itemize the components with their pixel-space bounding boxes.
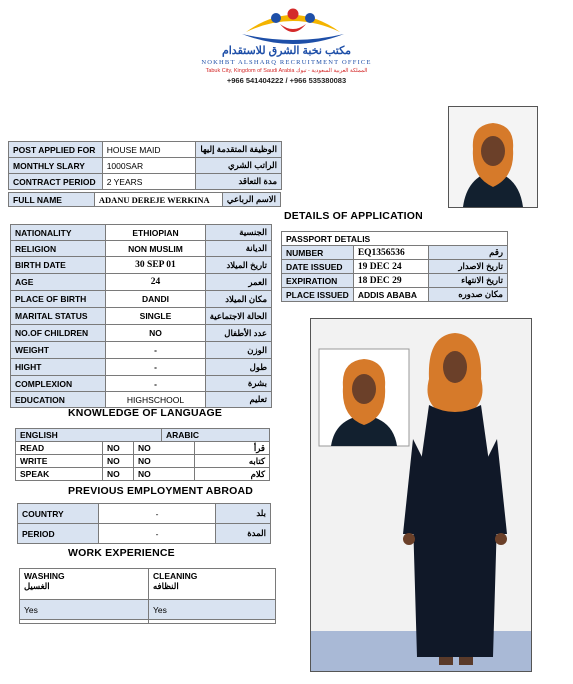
date-issued-value: 19 DEC 24	[353, 260, 428, 274]
table-row	[282, 246, 508, 260]
birth-place-value: DANDI	[106, 291, 205, 308]
marital-status-value: SINGLE	[106, 308, 205, 325]
children-value: NO	[106, 325, 205, 342]
speak-label: SPEAK	[16, 468, 103, 481]
write-arabic-value: NO	[134, 455, 195, 468]
employment-table	[17, 503, 271, 544]
work-experience-heading: WORK EXPERIENCE	[68, 547, 175, 559]
age-label: AGE	[11, 274, 106, 291]
place-issued-value: ADDIS ABABA	[353, 288, 428, 302]
country-value: -	[99, 504, 216, 524]
post-applied-ar: الوظيفة المتقدمة إليها	[196, 142, 282, 158]
place-issued-ar: مكان صدوره	[428, 288, 507, 302]
table-row	[11, 392, 272, 408]
table-row	[11, 274, 272, 291]
place-issued-label: PLACE ISSUED	[282, 288, 354, 302]
table-row	[9, 174, 282, 190]
write-label: WRITE	[16, 455, 103, 468]
employment-heading: PREVIOUS EMPLOYMENT ABROAD	[68, 485, 254, 497]
company-name-en: NOKHBT ALSHARQ RECRUITMENT OFFICE	[201, 59, 372, 66]
speak-ar: كلام	[194, 468, 269, 481]
height-label: HIGHT	[11, 359, 106, 376]
table-row	[282, 288, 508, 302]
cleaning-value: Yes	[149, 600, 276, 620]
contract-period-value: 2 YEARS	[102, 174, 196, 190]
post-applied-label: POST APPLIED FOR	[9, 142, 103, 158]
table-row	[18, 524, 271, 544]
complexion-value: -	[106, 376, 205, 392]
period-ar: المدة	[216, 524, 271, 544]
full-name-value: ADANU DEREJE WERKINA	[94, 193, 222, 207]
washing-value: Yes	[20, 600, 149, 620]
washing-label-ar: الغسيل	[24, 581, 50, 591]
table-row	[20, 600, 276, 620]
read-arabic-value: NO	[134, 442, 195, 455]
marital-status-ar: الحالة الاجتماعية	[205, 308, 271, 325]
post-applied-value: HOUSE MAID	[102, 142, 196, 158]
expiration-ar: تاريخ الانتهاء	[428, 274, 507, 288]
table-row	[11, 241, 272, 257]
table-row	[282, 274, 508, 288]
table-row	[11, 342, 272, 359]
complexion-ar: بشرة	[205, 376, 271, 392]
education-value: HIGHSCHOOL	[106, 392, 205, 408]
religion-label: RELIGION	[11, 241, 106, 257]
read-english-value: NO	[103, 442, 134, 455]
table-row	[20, 569, 276, 600]
cleaning-label: CLEANING	[153, 571, 198, 581]
age-ar: العمر	[205, 274, 271, 291]
table-row	[11, 291, 272, 308]
weight-label: WEIGHT	[11, 342, 106, 359]
language-table	[15, 428, 270, 481]
weight-ar: الوزن	[205, 342, 271, 359]
table-row	[16, 468, 270, 481]
religion-ar: الديانة	[205, 241, 271, 257]
passport-title: PASSPORT DETALIS	[282, 232, 508, 246]
table-row	[16, 429, 270, 442]
salary-label: MONTHLY SLARY	[9, 158, 103, 174]
full-name-ar: الاسم الرباعي	[222, 193, 280, 207]
passport-details-table	[281, 231, 508, 302]
date-issued-ar: تاريخ الاصدار	[428, 260, 507, 274]
company-address: Tabuk City, Kingdom of Saudi Arabia المملكة العربية السعودية - تبوك	[205, 68, 368, 74]
table-row	[282, 260, 508, 274]
applicant-portrait-top	[448, 106, 538, 208]
read-label: READ	[16, 442, 103, 455]
salary-value: 1000SAR	[102, 158, 196, 174]
personal-details-table	[10, 224, 272, 408]
passport-number-value: EQ1356536	[353, 246, 428, 260]
cleaning-label-ar: النظافه	[153, 581, 179, 591]
job-details-table	[8, 141, 282, 190]
birth-date-ar: تاريخ الميلاد	[205, 257, 271, 274]
salary-ar: الراتب الشري	[196, 158, 282, 174]
birth-place-label: PLACE OF BIRTH	[11, 291, 106, 308]
full-name-label: FULL NAME	[9, 193, 95, 207]
applicant-full-body-photo	[310, 318, 532, 672]
speak-english-value: NO	[103, 468, 134, 481]
height-value: -	[106, 359, 205, 376]
washing-cell	[20, 569, 149, 600]
nationality-value: ETHIOPIAN	[106, 225, 205, 241]
country-ar: بلد	[216, 504, 271, 524]
table-row	[282, 232, 508, 246]
company-logo	[238, 4, 348, 48]
birth-date-label: BIRTH DATE	[11, 257, 106, 274]
arabic-column-header: ARABIC	[161, 429, 269, 442]
table-row	[11, 308, 272, 325]
company-phones: +966 541404222 / +966 535380083	[226, 76, 347, 85]
nationality-label: NATIONALITY	[11, 225, 106, 241]
table-row	[11, 325, 272, 342]
write-ar: كتابه	[194, 455, 269, 468]
language-heading: KNOWLEDGE OF LANGUAGE	[68, 407, 223, 419]
speak-arabic-value: NO	[134, 468, 195, 481]
age-value: 24	[106, 274, 205, 291]
table-row	[11, 225, 272, 241]
passport-number-ar: رقم	[428, 246, 507, 260]
height-ar: طول	[205, 359, 271, 376]
children-ar: عدد الأطفال	[205, 325, 271, 342]
work-experience-table	[19, 568, 276, 624]
table-row	[9, 158, 282, 174]
complexion-label: COMPLEXION	[11, 376, 106, 392]
table-row	[11, 257, 272, 274]
period-value: -	[99, 524, 216, 544]
write-english-value: NO	[103, 455, 134, 468]
table-row	[9, 142, 282, 158]
marital-status-label: MARITAL STATUS	[11, 308, 106, 325]
children-label: NO.OF CHILDREN	[11, 325, 106, 342]
washing-label: WASHING	[24, 571, 65, 581]
nationality-ar: الجنسية	[205, 225, 271, 241]
birth-date-value: 30 SEP 01	[106, 257, 205, 274]
table-row	[9, 193, 281, 207]
education-ar: تعليم	[205, 392, 271, 408]
expiration-value: 18 DEC 29	[353, 274, 428, 288]
table-row	[16, 455, 270, 468]
english-column-header: ENGLISH	[16, 429, 162, 442]
read-ar: قرأ	[194, 442, 269, 455]
education-label: EDUCATION	[11, 392, 106, 408]
table-row	[11, 376, 272, 392]
contract-period-label: CONTRACT PERIOD	[9, 174, 103, 190]
table-row	[11, 359, 272, 376]
date-issued-label: DATE ISSUED	[282, 260, 354, 274]
expiration-label: EXPIRATION	[282, 274, 354, 288]
passport-number-label: NUMBER	[282, 246, 354, 260]
company-name-ar: مكتب نخبة الشرق للاستقدام	[221, 45, 352, 57]
weight-value: -	[106, 342, 205, 359]
table-row	[20, 620, 276, 624]
details-heading: DETAILS OF APPLICATION	[284, 210, 423, 222]
country-label: COUNTRY	[18, 504, 99, 524]
table-row	[18, 504, 271, 524]
religion-value: NON MUSLIM	[106, 241, 205, 257]
cleaning-cell	[149, 569, 276, 600]
contract-period-ar: مدة التعاقد	[196, 174, 282, 190]
table-row	[16, 442, 270, 455]
birth-place-ar: مكان الميلاد	[205, 291, 271, 308]
full-name-table	[8, 192, 281, 207]
period-label: PERIOD	[18, 524, 99, 544]
